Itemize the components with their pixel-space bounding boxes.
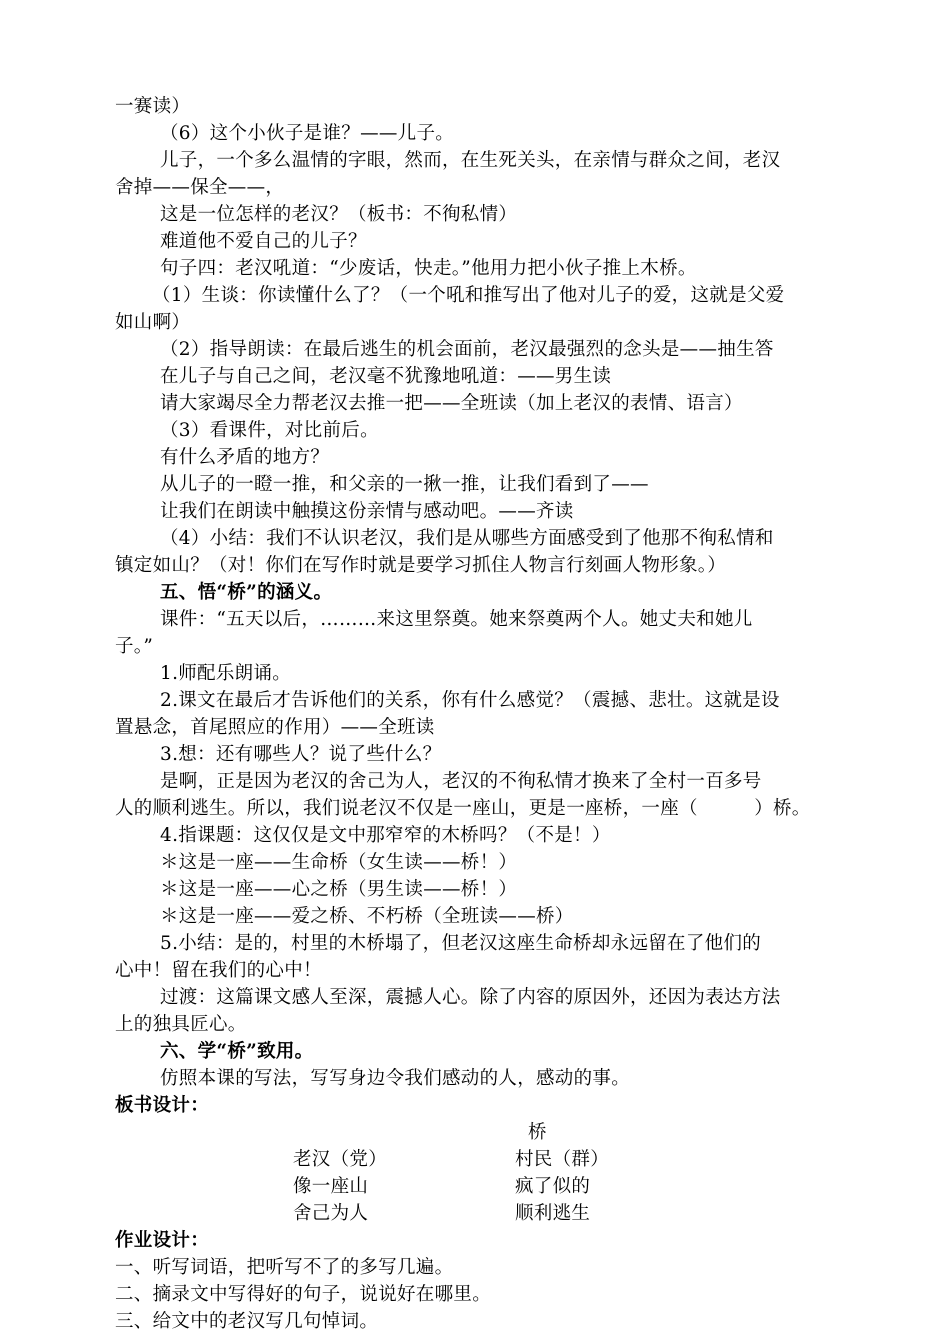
section-heading: 五、悟“桥”的涵义。: [160, 582, 333, 603]
board-left-item: 老汉（党）: [293, 1149, 388, 1170]
text-line: （4）小结：我们不认识老汉，我们是从哪些方面感受到了他那不徇私情和: [160, 528, 774, 549]
text-line: 课件：“五天以后，………来这里祭奠。她来祭奠两个人。她丈夫和她儿: [160, 609, 753, 630]
text-line: 心中！留在我们的心中！: [115, 960, 322, 981]
text-line: 3.想：还有哪些人？说了些什么？: [160, 744, 442, 765]
text-line: 在儿子与自己之间，老汉毫不犹豫地吼道：——男生读: [160, 366, 612, 387]
text-line: 是啊，正是因为老汉的舍己为人，老汉的不徇私情才换来了全村一百多号: [160, 771, 762, 792]
board-left-item: 舍己为人: [293, 1203, 369, 1224]
homework-item: 三、给文中的老汉写几句悼词。: [115, 1311, 379, 1332]
text-line: 句子四：老汉吼道：“少废话，快走。”他用力把小伙子推上木桥。: [160, 258, 697, 279]
text-line: （2）指导朗读：在最后逃生的机会面前，老汉最强烈的念头是——抽生答: [160, 339, 774, 360]
text-line: 仿照本课的写法，写写身边令我们感动的人，感动的事。: [160, 1068, 631, 1089]
text-line: 如山啊）: [115, 312, 191, 333]
text-line: 上的独具匠心。: [115, 1014, 247, 1035]
text-line: 请大家竭尽全力帮老汉去推一把——全班读（加上老汉的表情、语言）: [160, 393, 743, 414]
board-title: 桥: [528, 1122, 547, 1143]
homework-item: 一、听写词语，把听写不了的多写几遍。: [115, 1257, 454, 1278]
text-line: 舍掉——保全——，: [115, 177, 285, 198]
text-line: ＊这是一座——生命桥（女生读——桥！）: [160, 852, 518, 873]
text-line: 让我们在朗读中触摸这份亲情与感动吧。——齐读: [160, 501, 574, 522]
text-line: 这是一位怎样的老汉？（板书：不徇私情）: [160, 204, 518, 225]
homework-item: 二、摘录文中写得好的句子，说说好在哪里。: [115, 1284, 492, 1305]
text-line: 难道他不爱自己的儿子？: [160, 231, 367, 252]
text-line: ＊这是一座——心之桥（男生读——桥！）: [160, 879, 518, 900]
text-line: 4.指课题：这仅仅是文中那窄窄的木桥吗？（不是！）: [160, 825, 611, 846]
text-line: 1.师配乐朗诵。: [160, 663, 292, 684]
board-right-item: 顺利逃生: [515, 1203, 591, 1224]
board-design-heading: 板书设计：: [115, 1095, 210, 1116]
text-line: 子。”: [115, 636, 154, 657]
text-line: 人的顺利逃生。所以，我们说老汉不仅是一座山，更是一座桥，一座（ ）桥。: [115, 798, 811, 819]
text-line: 从儿子的一瞪一推，和父亲的一揪一推，让我们看到了——: [160, 474, 649, 495]
text-line: 2.课文在最后才告诉他们的关系，你有什么感觉？（震撼、悲壮。这就是设: [160, 690, 780, 711]
text-line: （6）这个小伙子是谁？——儿子。: [160, 123, 455, 144]
text-line: 5.小结：是的，村里的木桥塌了，但老汉这座生命桥却永远留在了他们的: [160, 933, 762, 954]
homework-heading: 作业设计：: [115, 1230, 210, 1251]
text-line: （1）生谈：你读懂什么了？（一个吼和推写出了他对儿子的爱，这就是父爱: [152, 285, 785, 306]
board-left-item: 像一座山: [293, 1176, 369, 1197]
text-line: 过渡：这篇课文感人至深，震撼人心。除了内容的原因外，还因为表达方法: [160, 987, 781, 1008]
text-line: （3）看课件，对比前后。: [160, 420, 379, 441]
text-line: 儿子，一个多么温情的字眼，然而，在生死关头，在亲情与群众之间，老汉: [160, 150, 781, 171]
board-right-item: 疯了似的: [515, 1176, 591, 1197]
section-heading: 六、学“桥”致用。: [160, 1041, 314, 1062]
text-line: 一赛读）: [115, 96, 191, 117]
text-line: 镇定如山？（对！你们在写作时就是要学习抓住人物言行刻画人物形象。）: [115, 555, 727, 576]
text-line: ＊这是一座——爱之桥、不朽桥（全班读——桥）: [160, 906, 574, 927]
text-line: 置悬念，首尾照应的作用）——全班读: [115, 717, 435, 738]
board-right-item: 村民（群）: [515, 1149, 610, 1170]
text-line: 有什么矛盾的地方？: [160, 447, 330, 468]
